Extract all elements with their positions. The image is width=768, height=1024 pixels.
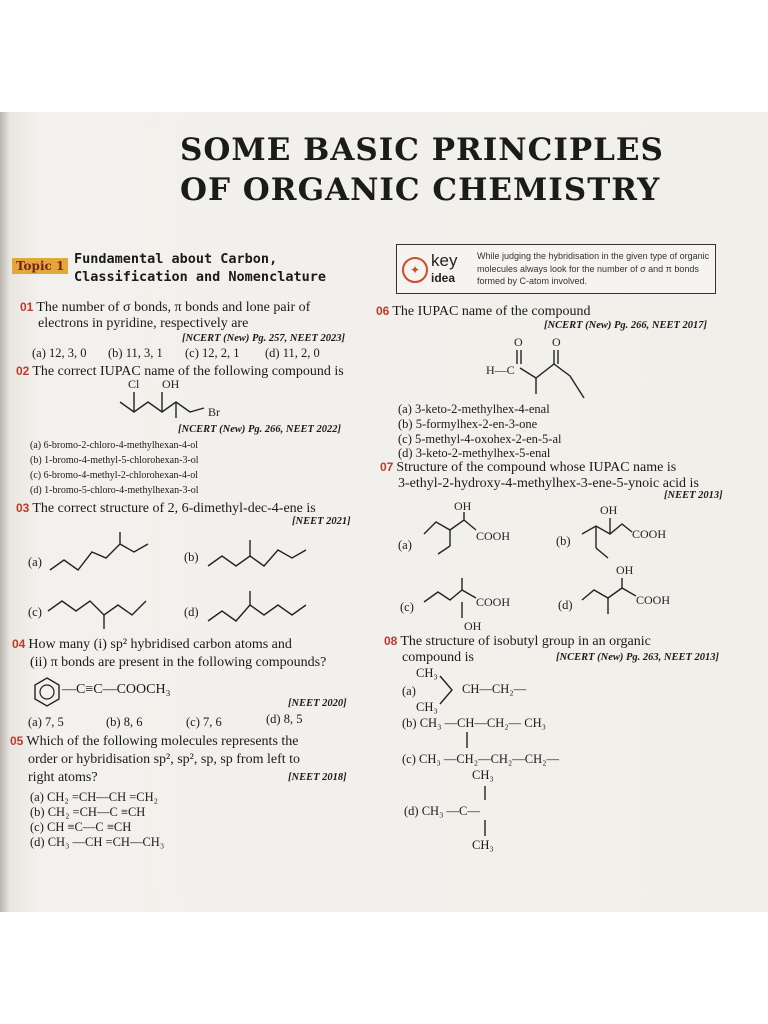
q04-option-c: (c) 7, 6 [186, 715, 222, 729]
q08-option-c: (c) CH₃ —CH₂—CH₂—CH₂— [402, 752, 560, 766]
q07-c-cooh: COOH [476, 595, 511, 609]
q05-option-b: (b) CH₂ =CH—C ≡CH [30, 805, 146, 819]
q07-b-ethyl [596, 548, 608, 558]
q02-text: The correct IUPAC name of the following compound is [32, 364, 344, 379]
q07-d-oh: OH [616, 563, 634, 577]
q04-source: [NEET 2020] [288, 698, 347, 709]
q07-a-cooh: COOH [476, 529, 511, 543]
q02-oh-label: OH [162, 377, 180, 391]
q08-a-bracket-lines [440, 676, 452, 704]
q07-line2: 3-ethyl-2-hydroxy-4-methylhex-3-ene-5-ynoic acid is [398, 476, 699, 491]
q08-option-b: (b) CH₃ —CH—CH₂— CH₃ [402, 716, 546, 730]
topic-title-line1: Fundamental about Carbon, [74, 251, 278, 267]
q06-o1-label: O [514, 335, 523, 349]
q01-line2: electrons in pyridine, respectively are [38, 316, 249, 331]
q01-option-d: (d) 11, 2, 0 [265, 346, 320, 360]
chapter-title-line2: OF ORGANIC CHEMISTRY [180, 172, 661, 208]
q07-a-oh: OH [454, 499, 472, 513]
q02-structure [120, 378, 230, 422]
key-idea-text: While judging the hybridisation in the given type of organic molecules always look for the number of σ and π bonds formed by C-atom involved. [477, 251, 710, 286]
q07-number: 07 [380, 460, 394, 474]
q05-line1 [10, 734, 299, 750]
q05-line3: right atoms? [28, 770, 98, 785]
q08-text: The structure of isobutyl group in an organic [400, 634, 651, 649]
q04-option-d: (d) 8, 5 [266, 712, 303, 726]
benzene-circle [40, 685, 54, 699]
benzene-ring [32, 676, 62, 706]
q01-option-a: (a) 12, 3, 0 [32, 346, 87, 360]
q08-source: [NCERT (New) Pg. 263, NEET 2013] [556, 652, 720, 663]
q03-label-c: (c) [28, 605, 42, 619]
q03-source: [NEET 2021] [292, 516, 351, 527]
q06-option-c: (c) 5-methyl-4-oxohex-2-en-5-al [398, 432, 562, 446]
lightbulb-icon: ✦ [402, 257, 428, 283]
topic-title-line2: Classification and Nomenclature [74, 269, 326, 285]
q07-b-cooh: COOH [632, 527, 667, 541]
q01-number: 01 [20, 300, 34, 314]
q07-line1 [380, 460, 676, 476]
q07-label-b: (b) [556, 534, 571, 548]
q07-b-oh: OH [600, 503, 618, 517]
q05-line2: order or hybridisation sp², sp², sp, sp from left to [28, 752, 301, 767]
q01-option-c: (c) 12, 2, 1 [185, 346, 240, 360]
q08-a-bracket [438, 672, 462, 712]
q07-c-oh: OH [464, 619, 482, 633]
q03-label-d: (d) [184, 605, 199, 619]
q06-text: The IUPAC name of the compound [392, 304, 591, 319]
q08-a-bot: CH₃ [416, 700, 438, 714]
q04-number: 04 [12, 637, 26, 651]
q08-b-branch [464, 732, 470, 750]
q02-option-c: (c) 6-bromo-4-methyl-2-chlorohexan-4-ol [30, 470, 198, 481]
q03-label-b: (b) [184, 550, 199, 564]
q07-label-d: (d) [558, 598, 573, 612]
key-idea-word2: idea [431, 271, 456, 285]
q04-option-b: (b) 8, 6 [106, 715, 143, 729]
q02-option-a: (a) 6-bromo-2-chloro-4-methylhexan-4-ol [30, 440, 198, 451]
q03-label-a: (a) [28, 555, 42, 569]
q07-source: [NEET 2013] [664, 490, 723, 501]
q03-c-chain [48, 601, 146, 615]
q03-a-chain [50, 544, 148, 570]
benzene-hexagon [35, 678, 59, 706]
q07-c-chain [424, 590, 476, 602]
q07-structure-d [578, 560, 688, 620]
q08-label-a: (a) [402, 684, 416, 698]
q02-number: 02 [16, 364, 30, 378]
q03-text: The correct structure of 2, 6-dimethyl-dec-4-ene is [32, 501, 316, 516]
q06-source: [NCERT (New) Pg. 266, NEET 2017] [544, 320, 708, 331]
q08-line1 [384, 634, 651, 650]
q01-option-b: (b) 11, 3, 1 [108, 346, 163, 360]
q07-structure-a [420, 500, 530, 560]
topic-title [74, 250, 326, 286]
q03-number: 03 [16, 501, 30, 515]
q07-label-a: (a) [398, 538, 412, 552]
q03-d-chain [208, 605, 306, 621]
q06-option-d: (d) 3-keto-2-methylhex-5-enal [398, 446, 551, 460]
q05-option-d: (d) CH₃ —CH =CH—CH₃ [30, 835, 165, 849]
q01-source: [NCERT (New) Pg. 257, NEET 2023] [182, 333, 346, 344]
q06-line [376, 304, 591, 320]
q05-source: [NEET 2018] [288, 772, 347, 783]
q04-line2: (ii) π bonds are present in the following compounds? [30, 655, 327, 670]
q05-number: 05 [10, 734, 24, 748]
q04-line1 [12, 637, 292, 653]
q02-source: [NCERT (New) Pg. 266, NEET 2022] [178, 424, 342, 435]
key-idea-box [396, 244, 716, 294]
q02-option-d: (d) 1-bromo-5-chloro-4-methylhexan-3-ol [30, 485, 199, 496]
q08-d-mid: (d) CH₃ —C— [404, 804, 480, 818]
q06-chain [520, 364, 584, 398]
q03-structure-d [204, 585, 314, 635]
q01-text: The number of σ bonds, π bonds and lone pair of [36, 300, 311, 315]
q07-structure-c [420, 572, 530, 638]
q02-br-label: Br [208, 405, 220, 419]
q03-structure-a [46, 530, 166, 580]
q07-text: Structure of the compound whose IUPAC name is [396, 460, 677, 475]
chapter-title-line1: SOME BASIC PRINCIPLES [180, 132, 664, 168]
q05-text: Which of the following molecules represents the [26, 734, 299, 749]
q04-text: How many (i) sp² hybridised carbon atoms and [28, 637, 292, 652]
q06-option-b: (b) 5-formylhex-2-en-3-one [398, 417, 538, 431]
q08-a-mid: CH—CH₂— [462, 682, 527, 696]
q04-formula: —C≡C—COOCH₃ [62, 682, 171, 697]
q07-structure-b [578, 504, 688, 564]
q08-a-top: CH₃ [416, 666, 438, 680]
q03-structure-c [44, 585, 164, 635]
q08-number: 08 [384, 634, 398, 648]
q02-option-b: (b) 1-bromo-4-methyl-5-chlorohexan-3-ol [30, 455, 199, 466]
topic-badge: Topic 1 [12, 258, 68, 274]
q08-d-top: CH₃ [472, 768, 494, 782]
q06-option-a: (a) 3-keto-2-methylhex-4-enal [398, 402, 550, 416]
q05-option-a: (a) CH₂ =CH—CH =CH₂ [30, 790, 159, 804]
q08-d-bot: CH₃ [472, 838, 494, 852]
q07-d-chain [582, 588, 636, 600]
q06-h-label: H—C [486, 363, 515, 377]
q06-structure [486, 334, 596, 404]
q06-o2-label: O [552, 335, 561, 349]
key-idea-word1: key [431, 251, 458, 270]
q07-label-c: (c) [400, 600, 414, 614]
q07-d-cooh: COOH [636, 593, 671, 607]
q07-b-chain [582, 524, 632, 534]
q03-line [16, 501, 316, 517]
q04-option-a: (a) 7, 5 [28, 715, 64, 729]
q06-number: 06 [376, 304, 390, 318]
q02-cl-label: Cl [128, 377, 140, 391]
q01-line1 [20, 300, 310, 316]
q03-b-chain [208, 550, 306, 566]
q03-structure-b [204, 530, 314, 580]
q08-line2: compound is [402, 650, 474, 665]
q07-a-ethyl [438, 546, 450, 554]
q08-d-bonds [482, 784, 488, 844]
q05-option-c: (c) CH ≡C—C ≡CH [30, 820, 132, 834]
